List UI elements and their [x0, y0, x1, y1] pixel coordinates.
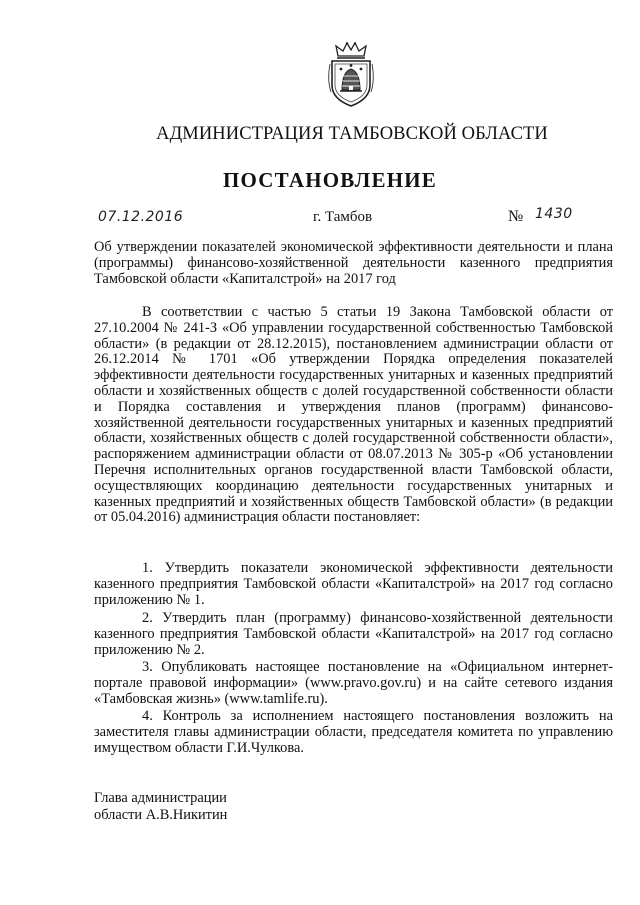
document-date: 07.12.2016 — [98, 209, 184, 225]
document-city: г. Тамбов — [313, 209, 373, 225]
resolution-item: 4. Контроль за исполнением настоящего постановления возложить на заместителя главы администрации области, председателя комитета по управлению имуществом области Г.И.Чулкова. — [94, 708, 613, 756]
document-number: 1430 — [535, 206, 573, 222]
document-type-title: ПОСТАНОВЛЕНИЕ — [222, 168, 438, 192]
resolution-item: 3. Опубликовать настоящее постановление на «Официальном интернет-портале правовой информации» (www.pravo.gov.ru) и на сайте сетевого издания «Тамбовская жизнь» (www.tamlife.ru). — [94, 659, 613, 707]
resolution-item: 2. Утвердить план (программу) финансово-хозяйственной деятельности казенного предприятия Тамбовской области «Капиталстрой» на 2017 год согласно приложению № 2. — [94, 610, 613, 658]
preamble-paragraph: В соответствии с частью 5 статьи 19 Закона Тамбовской области от 27.10.2004 № 241-З «Об управлении государственной собственностью Тамбовской области» (в редакции от 28.12.2015), постановлением администрации области от 26.12.2014 № 1701 «Об утверждении Порядка определения показателей эффективности деятельности государственных унитарных и казенных предприятий области и хозяйственных обществ с долей государственной собственности области и Порядка составления и утверждения планов (программ) финансово-хозяйственной деятельности государственных унитарных и казенных предприятий области, хозяйственных обществ с долей государственной собственности области», распоряжением администрации области от 08.07.2013 № 305-р «Об установлении Перечня исполнительных органов государственной власти Тамбовской области, осуществляющих координацию деятельности государственных унитарных и казенных предприятий и хозяйственных обществ Тамбовской области» (в редакции от 05.04.2016) администрация области постановляет: — [94, 304, 613, 526]
resolution-item: 1. Утвердить показатели экономической эффективности деятельности казенного предприятия Тамбовской области «Капиталстрой» на 2017 год согласно приложению № 1. — [94, 560, 613, 608]
signature-block — [94, 790, 394, 823]
signature-name: области А.В.Никитин — [94, 806, 228, 823]
document-subject: Об утверждении показателей экономической эффективности деятельности и плана (программы) финансово-хозяйственной деятельности казенного предприятия Тамбовской области «Капиталстрой» на 2017 год — [94, 239, 613, 287]
signature-title: Глава администрации — [94, 790, 227, 806]
organization-name: АДМИНИСТРАЦИЯ ТАМБОВСКОЙ ОБЛАСТИ — [156, 124, 548, 144]
document-number-label: № — [508, 208, 524, 225]
tambov-coat-of-arms-icon — [326, 42, 376, 108]
